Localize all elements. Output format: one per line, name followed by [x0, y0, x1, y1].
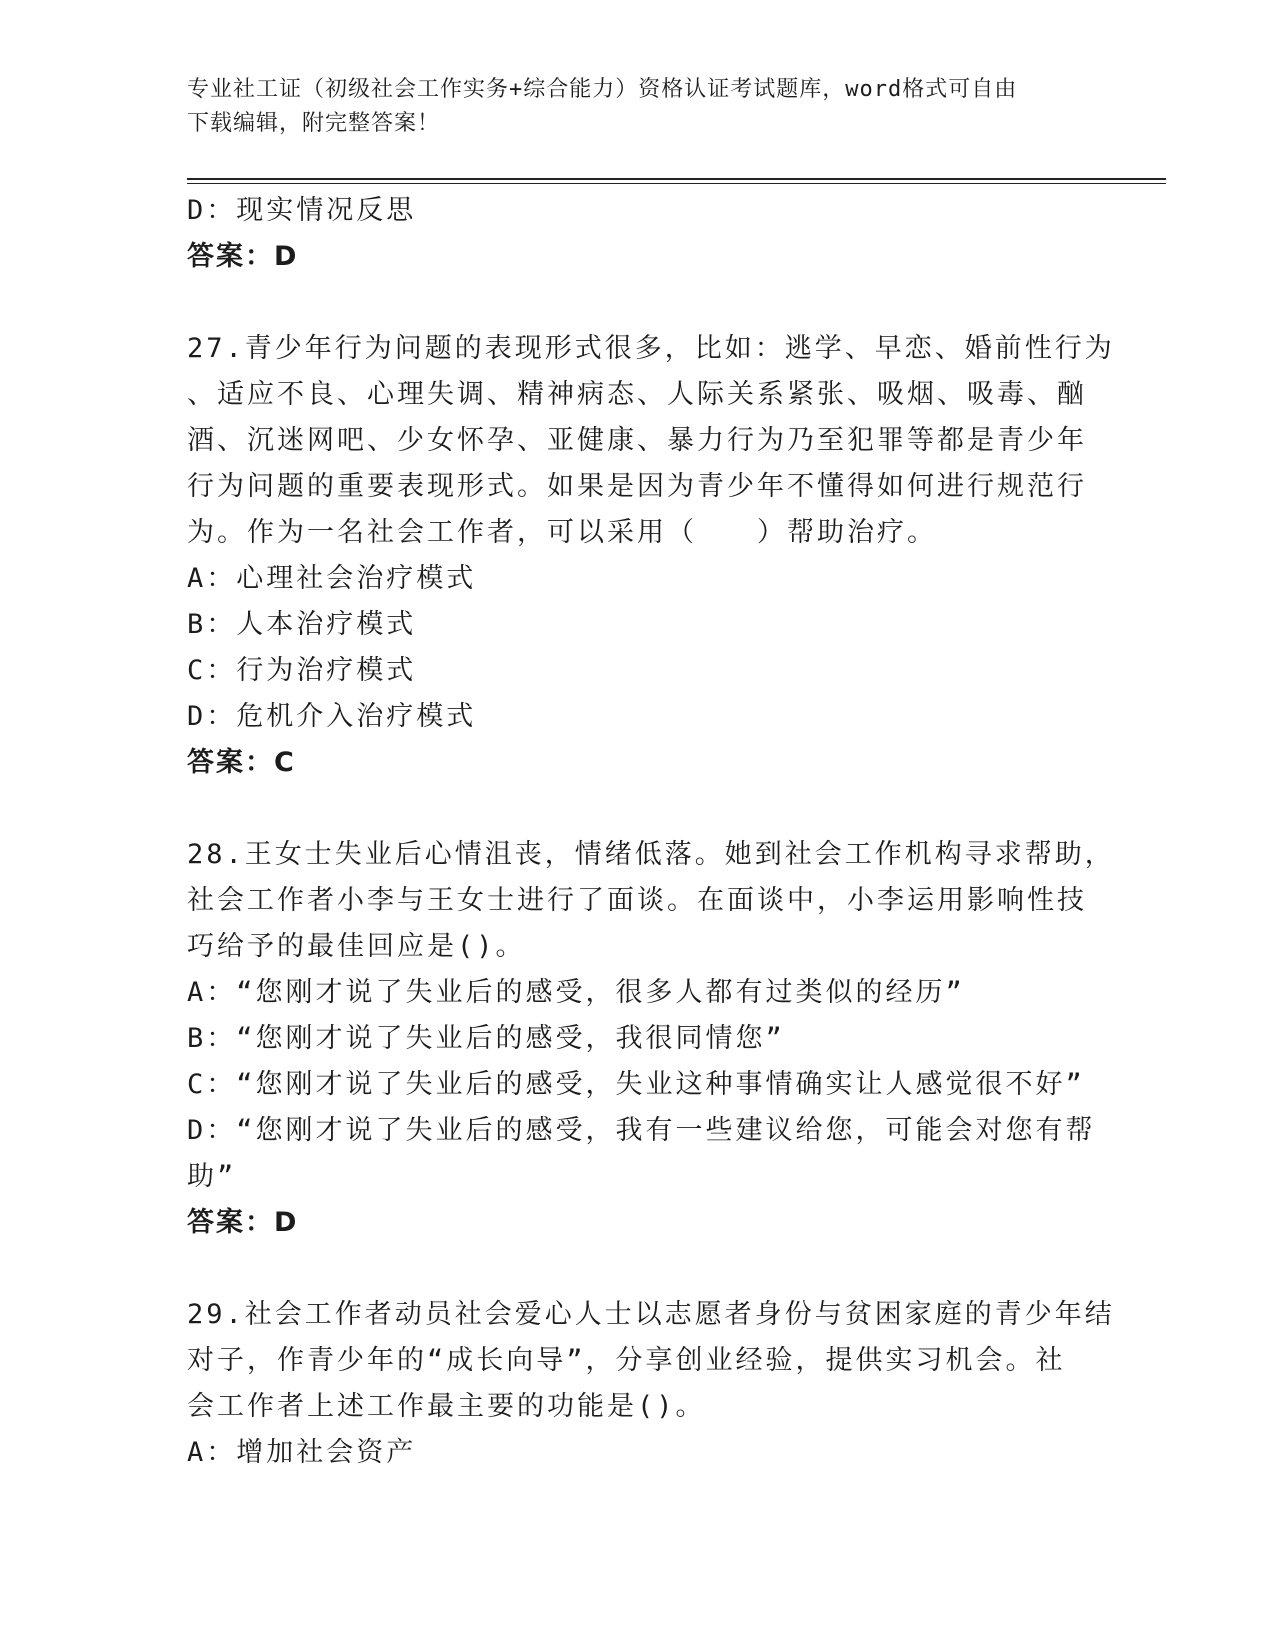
stem-line: 27.青少年行为问题的表现形式很多，比如：逃学、早恋、婚前性行为	[187, 333, 1115, 364]
stem-line: 巧给予的最佳回应是()。	[187, 931, 526, 962]
stem-line: 行为问题的重要表现形式。如果是因为青少年不懂得如何进行规范行	[187, 471, 1087, 502]
stem-line: 28.王女士失业后心情沮丧，情绪低落。她到社会工作机构寻求帮助，	[187, 839, 1115, 870]
stem-line: 社会工作者小李与王女士进行了面谈。在面谈中，小李运用影响性技	[187, 885, 1087, 916]
stem-line: 、适应不良、心理失调、精神病态、人际关系紧张、吸烟、吸毒、酗	[187, 379, 1087, 410]
spacer	[187, 280, 1087, 326]
option-a: A：心理社会治疗模式	[187, 563, 477, 594]
question-stem	[187, 832, 1115, 970]
option-d: D：现实情况反思	[187, 195, 417, 226]
option-b: B：“您刚才说了失业后的感受，我很同情您”	[187, 1023, 785, 1054]
option-a: A：“您刚才说了失业后的感受，很多人都有过类似的经历”	[187, 977, 965, 1008]
option-b: B：人本治疗模式	[187, 609, 417, 640]
spacer	[187, 786, 1087, 832]
stem-line: 会工作者上述工作最主要的功能是()。	[187, 1391, 706, 1422]
question-28	[187, 832, 1115, 1246]
question-stem	[187, 326, 1115, 556]
header-line-2: 下载编辑，附完整答案！	[187, 111, 441, 136]
header-divider	[187, 178, 1166, 180]
option-d: D：“您刚才说了失业后的感受，我有一些建议给您，可能会对您有帮	[187, 1115, 1096, 1146]
option-c: C：“您刚才说了失业后的感受，失业这种事情确实让人感觉很不好”	[187, 1069, 1085, 1100]
answer: 答案：D	[187, 1207, 299, 1238]
header-divider-thin	[187, 183, 1166, 184]
option-a: A：增加社会资产	[187, 1437, 417, 1468]
option-d: D：危机介入治疗模式	[187, 701, 477, 732]
header-line-1: 专业社工证（初级社会工作实务+综合能力）资格认证考试题库，word格式可自由	[187, 77, 1018, 102]
document-header	[187, 73, 1087, 141]
stem-line: 29.社会工作者动员社会爱心人士以志愿者身份与贫困家庭的青少年结	[187, 1299, 1115, 1330]
option-c: C：行为治疗模式	[187, 655, 417, 686]
spacer	[187, 1246, 1087, 1292]
stem-line: 对子，作青少年的“成长向导”，分享创业经验，提供实习机会。社	[187, 1345, 1066, 1376]
answer: 答案：C	[187, 747, 296, 778]
stem-line: 酒、沉迷网吧、少女怀孕、亚健康、暴力行为乃至犯罪等都是青少年	[187, 425, 1087, 456]
document-body	[187, 188, 1115, 1476]
question-27	[187, 326, 1115, 786]
option-d-continued: 助”	[187, 1161, 237, 1192]
question-29	[187, 1292, 1115, 1476]
answer: 答案：D	[187, 241, 299, 272]
stem-line: 为。作为一名社会工作者，可以采用（ ）帮助治疗。	[187, 517, 937, 548]
question-stem	[187, 1292, 1115, 1430]
